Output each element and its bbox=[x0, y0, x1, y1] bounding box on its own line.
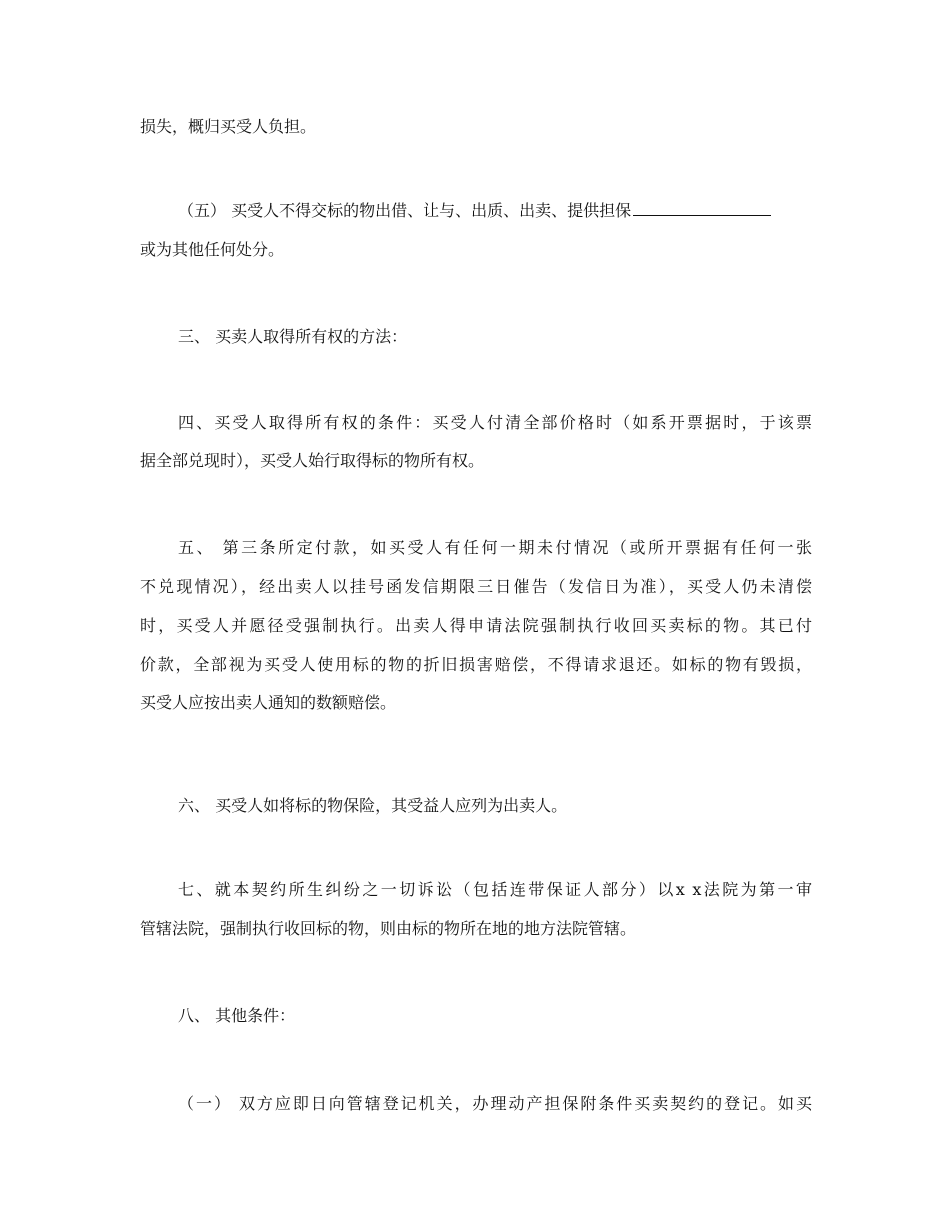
text-line: 价款，全部视为买受人使用标的物的折旧损害赔偿，不得请求退还。如标的物有毁损， bbox=[140, 655, 812, 674]
text-line: （一） 双方应即日向管辖登记机关，办理动产担保附条件买卖契约的登记。如买 bbox=[178, 1094, 812, 1113]
text-line: 买受人应按出卖人通知的数额赔偿。 bbox=[140, 693, 397, 712]
text-line: 时，买受人并愿径受强制执行。出卖人得申请法院强制执行收回买卖标的物。其已付 bbox=[140, 616, 812, 635]
text-line: 五、 第三条所定付款，如买受人有任何一期未付情况（或所开票据有任何一张 bbox=[178, 538, 812, 557]
text-line: 不兑现情况），经出卖人以挂号函发信期限三日催告（发信日为准），买受人仍未清偿 bbox=[140, 577, 812, 596]
fill-in-blank[interactable] bbox=[633, 201, 771, 216]
text-line: 据全部兑现时），买受人始行取得标的物所有权。 bbox=[140, 451, 485, 470]
text-line: 或为其他任何处分。 bbox=[140, 240, 285, 259]
section-heading: 八、 其他条件： bbox=[178, 1006, 296, 1025]
text-line: 损失，概归买受人负担。 bbox=[140, 117, 317, 136]
text-line: 管辖法院，强制执行收回标的物，则由标的物所在地的地方法院管辖。 bbox=[140, 919, 637, 938]
clause-5-line bbox=[178, 201, 771, 221]
text-line: 六、 买受人如将标的物保险，其受益人应列为出卖人。 bbox=[178, 796, 568, 815]
text-line: 七、就本契约所生纠纷之一切诉讼（包括连带保证人部分）以x x法院为第一审 bbox=[178, 880, 812, 899]
text-line: （五） 买受人不得交标的物出借、让与、出质、出卖、提供担保 bbox=[178, 201, 632, 220]
text-line: 四、买受人取得所有权的条件：买受人付清全部价格时（如系开票据时，于该票 bbox=[178, 413, 812, 432]
section-heading: 三、 买卖人取得所有权的方法： bbox=[178, 327, 408, 346]
